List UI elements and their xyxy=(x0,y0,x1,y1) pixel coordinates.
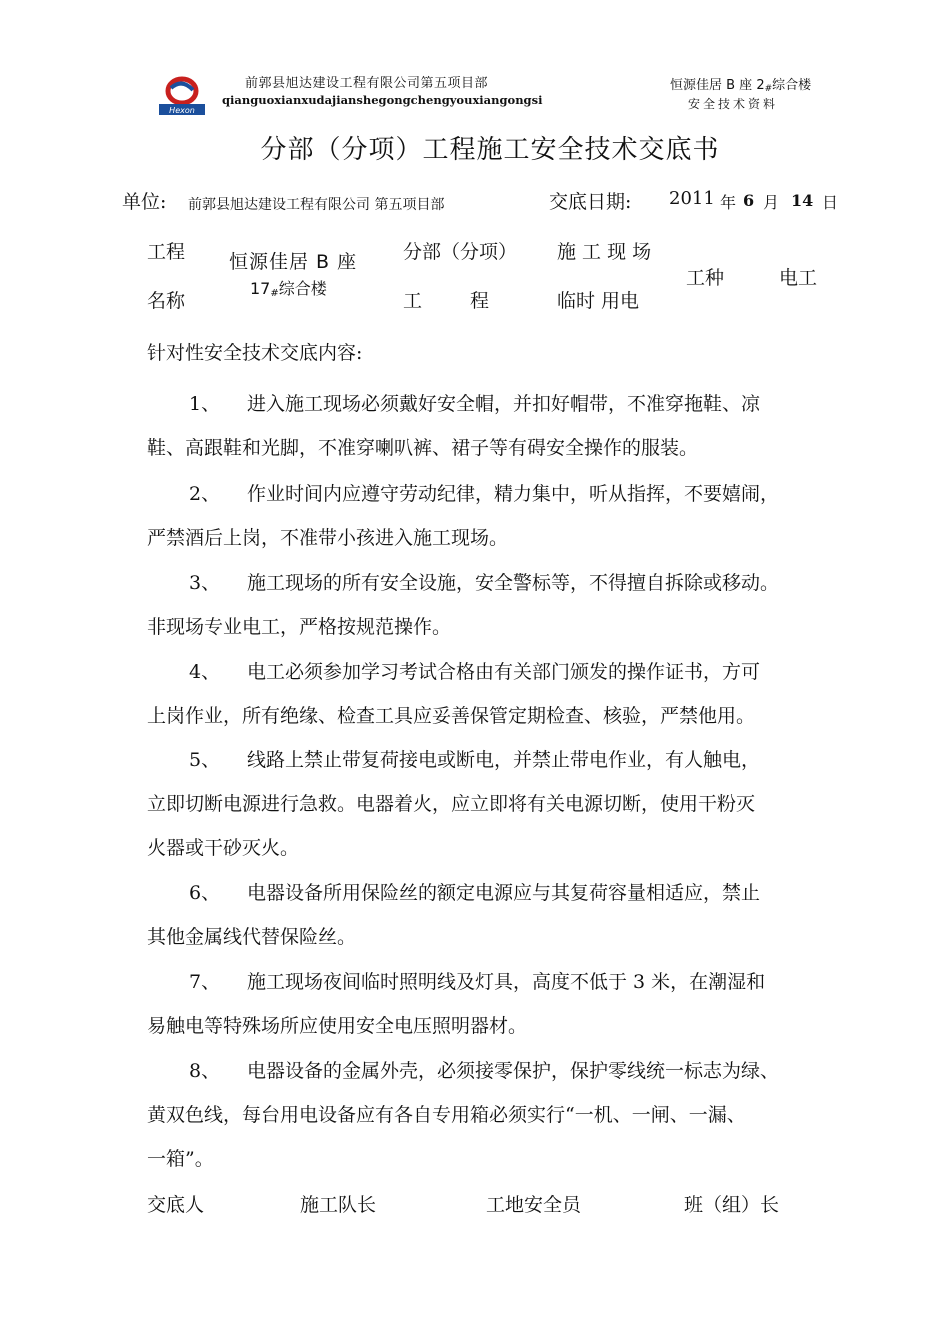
company-pinyin: qianguoxianxudajianshegongchengyouxiangongsi xyxy=(222,93,543,107)
subproject-label-line2a: 工 xyxy=(403,290,423,312)
project-value-line2 xyxy=(250,276,327,299)
unit-label: 单位: xyxy=(122,191,167,213)
signature-group-leader: 班（组）长 xyxy=(684,1194,780,1216)
date-year: 2011 xyxy=(669,188,715,209)
date-month-unit: 月 xyxy=(763,193,780,212)
safety-item-7 xyxy=(147,960,850,1048)
item-line: 施工现场夜间临时照明线及灯具，高度不低于 3 米，在潮湿和 xyxy=(247,971,766,993)
item-line: 易触电等特殊场所应使用安全电压照明器材。 xyxy=(147,1015,528,1037)
item-line: 黄双色线，每台用电设备应有各自专用箱必须实行“一机、一闸、一漏、 xyxy=(147,1104,746,1126)
subproject-label-line1: 分部（分项） xyxy=(403,241,518,263)
safety-item-2 xyxy=(147,472,850,560)
item-line: 电工必须参加学习考试合格由有关部门颁发的操作证书，方可 xyxy=(247,661,761,683)
item-number: 6、 xyxy=(189,882,221,904)
item-line: 施工现场的所有安全设施，安全警标等，不得擅自拆除或移动。 xyxy=(247,572,780,594)
date-year-unit: 年 xyxy=(720,193,737,212)
company-logo-icon xyxy=(157,74,207,116)
safety-item-8 xyxy=(147,1049,850,1181)
subproject-label-line2b: 程 xyxy=(470,290,490,312)
item-line: 上岗作业，所有绝缘、检查工具应妥善保管定期检查、核验，严禁他用。 xyxy=(147,705,756,727)
signature-team-leader: 施工队长 xyxy=(300,1194,377,1216)
safety-item-5 xyxy=(147,738,850,870)
item-number: 7、 xyxy=(189,971,221,993)
item-line: 进入施工现场必须戴好安全帽，并扣好帽带，不准穿拖鞋、凉 xyxy=(247,393,761,415)
signature-discloser: 交底人 xyxy=(147,1194,205,1216)
item-number: 8、 xyxy=(189,1060,221,1082)
project-value-line2b: 综合楼 xyxy=(278,279,327,298)
item-number: 2、 xyxy=(189,483,221,505)
trade-value: 电工 xyxy=(779,267,818,289)
date-month: 6 xyxy=(743,191,755,210)
date-label: 交底日期: xyxy=(549,191,632,213)
project-value-sup: # xyxy=(270,288,279,299)
project-value-line2a: 17 xyxy=(250,279,271,298)
header-project-name xyxy=(670,74,811,94)
subproject-value-line1: 施 工 现 场 xyxy=(557,241,652,263)
project-value-line1: 恒源佳居 B 座 xyxy=(229,251,358,273)
date-day: 14 xyxy=(791,191,814,210)
doc-category: 安全技术资料 xyxy=(688,97,779,111)
header-project-name-sup: # xyxy=(764,84,773,94)
document-title: 分部（分项）工程施工安全技术交底书 xyxy=(260,135,720,165)
item-line: 立即切断电源进行急救。电器着火，应立即将有关电源切断，使用干粉灭 xyxy=(147,793,756,815)
item-line: 其他金属线代替保险丝。 xyxy=(147,926,357,948)
company-name: 前郭县旭达建设工程有限公司第五项目部 xyxy=(245,76,489,91)
item-number: 4、 xyxy=(189,661,221,683)
date-day-unit: 日 xyxy=(822,193,839,212)
unit-value: 前郭县旭达建设工程有限公司 第五项目部 xyxy=(188,197,445,213)
safety-item-4 xyxy=(147,650,850,738)
section-heading: 针对性安全技术交底内容: xyxy=(147,342,363,364)
item-line: 一箱”。 xyxy=(147,1148,214,1170)
item-number: 1、 xyxy=(189,393,221,415)
signature-site-safety: 工地安全员 xyxy=(486,1194,582,1216)
header-project-name-a: 恒源佳居 B 座 2 xyxy=(670,78,765,93)
logo-text: Hexon xyxy=(169,106,195,115)
subproject-value-line2: 临时 用电 xyxy=(557,290,640,312)
header-project-name-b: 综合楼 xyxy=(772,78,812,93)
safety-item-1 xyxy=(147,382,850,470)
item-line: 线路上禁止带复荷接电或断电，并禁止带电作业，有人触电， xyxy=(247,749,761,771)
item-line: 严禁酒后上岗，不准带小孩进入施工现场。 xyxy=(147,527,509,549)
project-label-line2: 名称 xyxy=(147,290,186,312)
project-label-line1: 工程 xyxy=(147,241,186,263)
item-line: 电器设备所用保险丝的额定电源应与其复荷容量相适应，禁止 xyxy=(247,882,761,904)
item-line: 火器或干砂灭火。 xyxy=(147,837,300,859)
item-number: 3、 xyxy=(189,572,221,594)
trade-label: 工种 xyxy=(686,267,725,289)
item-number: 5、 xyxy=(189,749,221,771)
item-line: 电器设备的金属外壳，必须接零保护，保护零线统一标志为绿、 xyxy=(247,1060,780,1082)
item-line: 非现场专业电工，严格按规范操作。 xyxy=(147,616,452,638)
item-line: 作业时间内应遵守劳动纪律，精力集中，听从指挥，不要嬉闹， xyxy=(247,483,780,505)
safety-item-3 xyxy=(147,561,850,649)
safety-item-6 xyxy=(147,871,850,959)
company-logo xyxy=(157,74,207,116)
item-line: 鞋、高跟鞋和光脚，不准穿喇叭裤、裙子等有碍安全操作的服装。 xyxy=(147,437,699,459)
